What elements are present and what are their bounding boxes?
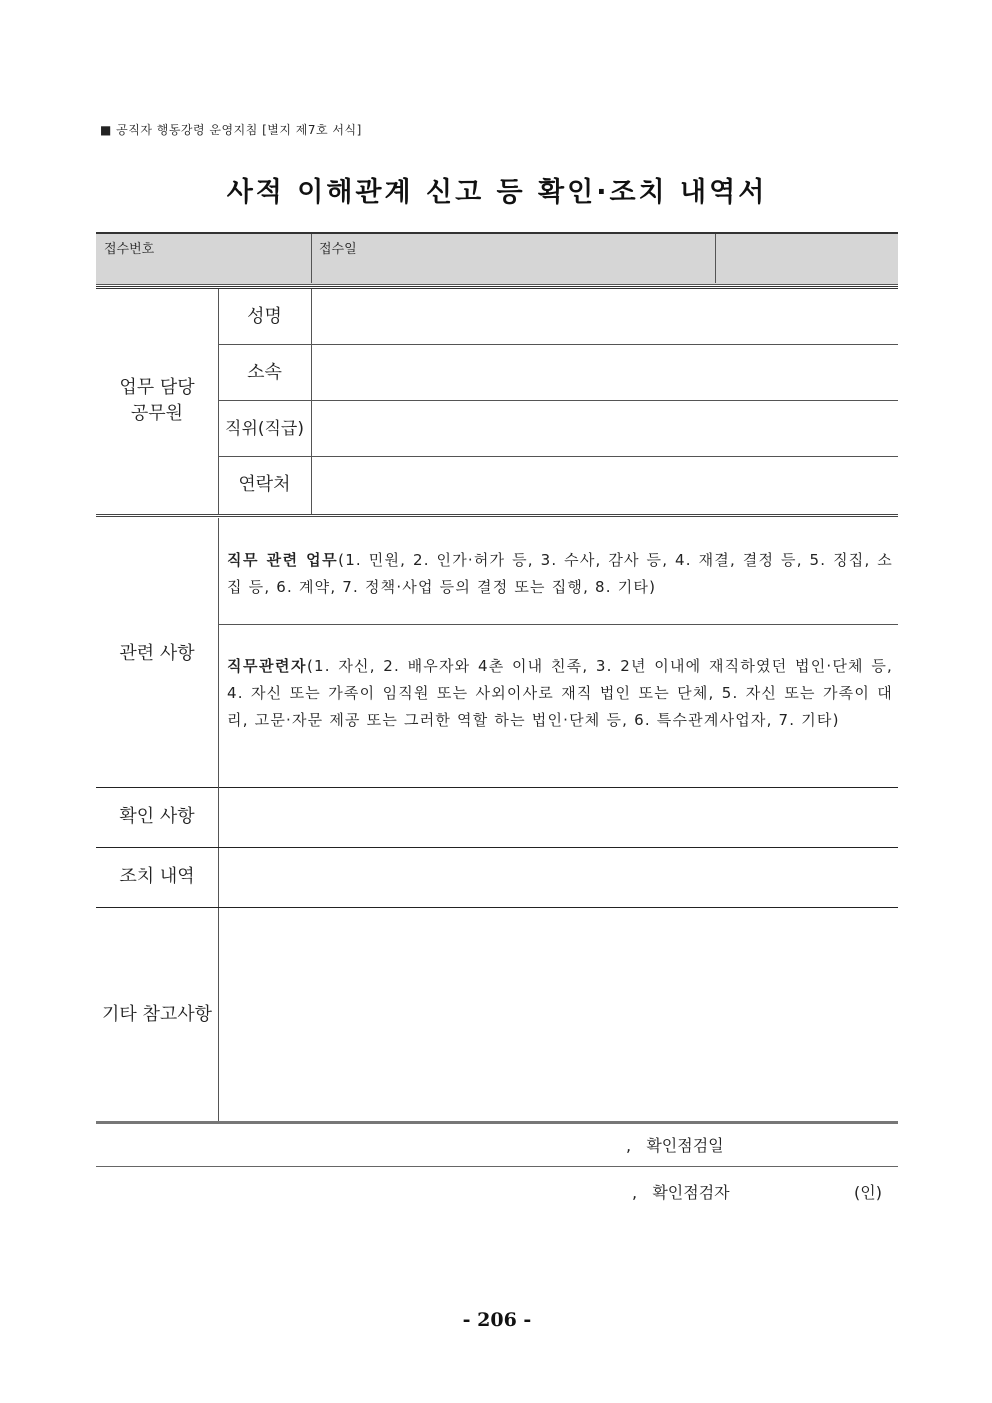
checker-line: , 확인점검자 — [632, 1183, 730, 1202]
position-label: 직위(직급) — [225, 419, 304, 439]
contact-field[interactable] — [312, 457, 898, 512]
affiliation-label: 소속 — [247, 362, 282, 383]
action-field[interactable] — [219, 848, 898, 907]
receipt-band — [96, 232, 898, 285]
section-rule — [96, 1121, 898, 1124]
related-label: 관련 사항 — [119, 643, 195, 664]
row-rule — [218, 624, 898, 625]
position-field[interactable] — [312, 401, 898, 456]
official-group-label-line: 공무원 — [130, 403, 184, 424]
related-person-title: 직무관련자 — [227, 657, 307, 675]
check-label: 확인 사항 — [119, 806, 195, 827]
check-field[interactable] — [219, 788, 898, 847]
receipt-date-label: 접수일 — [319, 242, 357, 257]
affiliation-field[interactable] — [312, 345, 898, 400]
receipt-divider — [715, 234, 716, 283]
official-group-label-line: 업무 담당 — [119, 377, 195, 398]
other-notes-label: 기타 참고사항 — [101, 1004, 213, 1025]
duty-text: (1. 민원, 2. 인가·허가 등, 3. 수사, 감사 등, 4. 재결, 결정 등, 5. 징집, 소집 등, 6. 계약, 7. 정책·사업 등의 결정 또는 집행, 8. 기타) — [227, 551, 893, 596]
section-rule — [96, 514, 898, 517]
official-group-label — [96, 375, 218, 427]
related-person-text: (1. 자신, 2. 배우자와 4촌 이내 친족, 3. 2년 이내에 재직하였던 법인·단체 등, 4. 자신 또는 가족이 임직원 또는 사외이사로 재직 법인 또는 단체, 5. 자신 또는 가족이 대리, 고문·자문 제공 또는 그러한 역할 하는 법인·단체 등, 6. 특수관계사업자, 7. 기타) — [227, 657, 893, 729]
column-divider — [218, 518, 219, 787]
other-notes-field[interactable] — [219, 908, 898, 1121]
receipt-divider — [311, 234, 312, 283]
row-rule — [96, 1166, 898, 1167]
section-rule — [96, 286, 898, 289]
action-label: 조치 내역 — [119, 866, 195, 887]
page-title: 사적 이해관계 신고 등 확인·조치 내역서 — [226, 177, 768, 208]
seal-mark: (인) — [854, 1183, 882, 1202]
name-field[interactable] — [312, 290, 898, 344]
name-label: 성명 — [247, 306, 282, 327]
duty-description — [227, 547, 893, 601]
page-number: - 206 - — [462, 1309, 532, 1331]
related-person-description — [227, 653, 893, 734]
form-reference-note: ■ 공직자 행동강령 운영지침 [별지 제7호 서식] — [100, 123, 362, 137]
duty-title: 직무 관련 업무 — [227, 551, 339, 569]
check-date-line: , 확인점검일 — [626, 1136, 724, 1155]
contact-label: 연락처 — [238, 474, 291, 495]
receipt-number-label: 접수번호 — [104, 242, 155, 257]
